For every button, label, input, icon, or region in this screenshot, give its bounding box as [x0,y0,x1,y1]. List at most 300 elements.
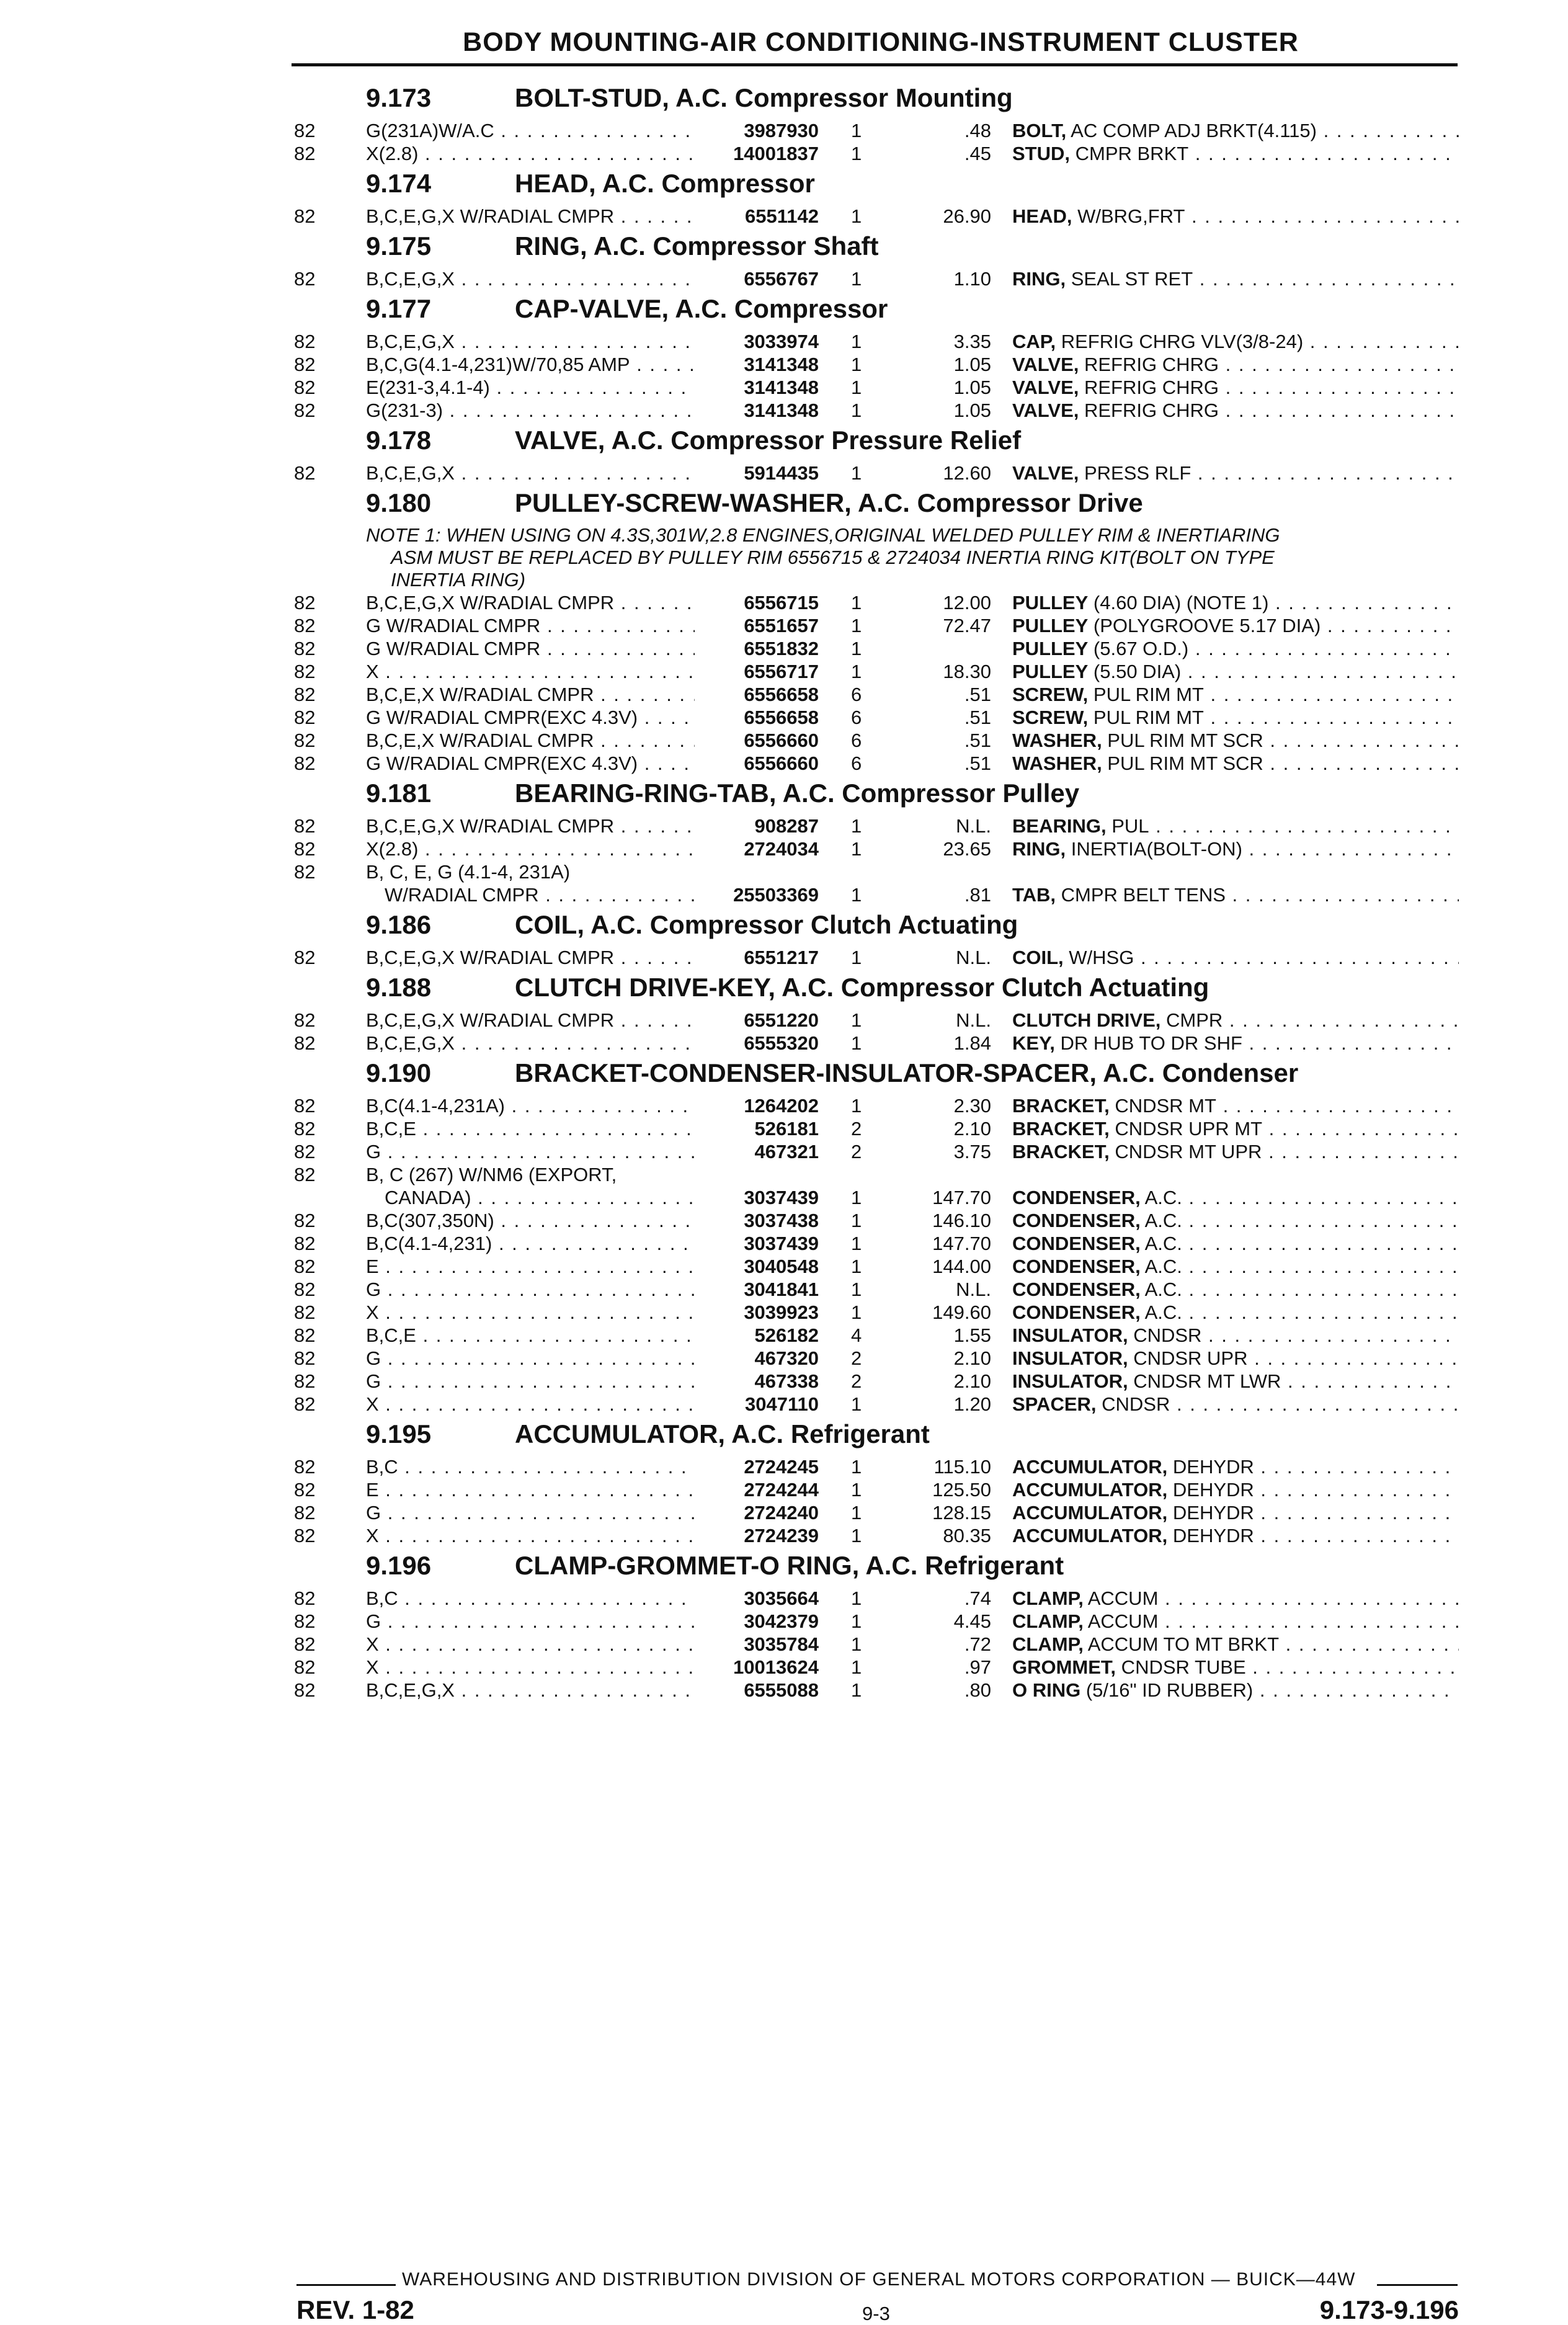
part-row [0,1679,1568,1702]
part-number: 467338 [754,1370,819,1392]
quantity: 6 [851,752,862,774]
part-number: 3141348 [744,399,819,421]
part-name: BEARING, [1012,815,1107,837]
part-number: 25503369 [733,884,819,906]
quantity: 2 [851,1141,862,1162]
part-number: 6556715 [744,592,819,614]
part-detail: CNDSR MT LWR [1128,1370,1281,1392]
quantity: 1 [851,1009,862,1031]
part-name: CAP, [1012,331,1056,352]
model-year: 82 [294,1347,316,1369]
model-year: 82 [294,684,316,705]
price: .74 [964,1587,991,1609]
application: B,C,E,G,X . . . [366,1032,695,1055]
part-description [1012,883,1459,906]
application: B,C . . . [366,1455,695,1478]
model-year: 82 [294,615,316,636]
part-description [1012,1301,1459,1324]
section-heading [0,83,1568,119]
part-row [0,683,1568,706]
footer-rule-right [1377,2284,1458,2286]
price: N.L. [956,947,991,968]
part-row [0,860,1568,883]
quantity: 2 [851,1118,862,1140]
model-year: 82 [294,1656,316,1678]
section-number: 9.175 [366,231,432,261]
quantity: 1 [851,1456,862,1478]
part-row [0,1478,1568,1501]
model-year: 82 [294,661,316,682]
model-year: 82 [294,1279,316,1300]
quantity: 1 [851,331,862,352]
quantity: 6 [851,684,862,705]
section-number: 9.188 [366,973,432,1002]
part-name: ACCUMULATOR, [1012,1456,1168,1478]
part-description [1012,837,1459,860]
price: 1.55 [953,1324,991,1346]
part-description [1012,205,1459,228]
application: G . . . [366,1370,695,1393]
application: G(231-3) . . . [366,399,695,422]
part-description [1012,752,1459,775]
part-detail: (4.60 DIA) (NOTE 1) [1088,592,1269,614]
part-description [1012,1656,1459,1679]
part-row [0,1209,1568,1232]
part-number: 2724239 [744,1525,819,1546]
part-detail: CNDSR [1096,1393,1170,1415]
model-year: 82 [294,1525,316,1546]
footer-division: WAREHOUSING AND DISTRIBUTION DIVISION OF GENERAL MOTORS CORPORATION — BUICK—44W [402,2269,1356,2290]
quantity: 1 [851,1210,862,1231]
section-number: 9.181 [366,779,432,808]
part-number: 2724244 [744,1479,819,1501]
section-title: CLUTCH DRIVE-KEY, A.C. Compressor Clutch Actuating [515,973,1209,1002]
part-detail: A.C. [1140,1301,1182,1323]
application: B,C,E,X W/RADIAL CMPR . . . [366,683,695,706]
part-name: PULLEY [1012,592,1089,614]
application: X . . . [366,1656,695,1679]
footer-rule-left [296,2284,396,2286]
price: 3.35 [953,331,991,352]
section-heading [0,973,1568,1009]
application: B,C,E,G,X . . . [366,267,695,290]
part-name: ACCUMULATOR, [1012,1479,1168,1501]
part-number: 6556658 [744,684,819,705]
quantity: 1 [851,838,862,860]
part-description [1012,1140,1459,1163]
price: 3.75 [953,1141,991,1162]
part-name: CONDENSER, [1012,1233,1141,1254]
application: X . . . [366,1393,695,1416]
part-row [0,376,1568,399]
part-description [1012,119,1459,142]
application: B,C,E . . . [366,1324,695,1347]
part-name: ACCUMULATOR, [1012,1502,1168,1524]
quantity: 1 [851,1525,862,1546]
section-range: 9.173-9.196 [1319,2295,1459,2324]
section-heading [0,910,1568,946]
model-year: 82 [294,947,316,968]
part-row [0,1501,1568,1524]
price: 115.10 [933,1456,991,1478]
part-description [1012,1393,1459,1416]
part-row [0,1370,1568,1393]
price: 12.60 [943,462,991,484]
section-title: BOLT-STUD, A.C. Compressor Mounting [515,83,1013,112]
quantity: 1 [851,1279,862,1300]
part-detail: (POLYGROOVE 5.17 DIA) [1088,615,1321,636]
model-year: 82 [294,838,316,860]
model-year: 82 [294,1032,316,1054]
section-title: BEARING-RING-TAB, A.C. Compressor Pulley [515,779,1080,808]
model-year: 82 [294,1210,316,1231]
part-name: TAB, [1012,884,1056,906]
part-row [0,883,1568,906]
quantity: 1 [851,1679,862,1701]
model-year: 82 [294,752,316,774]
application: X . . . [366,1301,695,1324]
section-heading [0,426,1568,462]
quantity: 2 [851,1370,862,1392]
model-year: 82 [294,1324,316,1346]
model-year: 82 [294,120,316,141]
part-number: 1264202 [744,1095,819,1117]
model-year: 82 [294,1141,316,1162]
part-name: RING, [1012,838,1066,860]
price: .51 [964,684,991,705]
part-name: CONDENSER, [1012,1279,1141,1300]
part-number: 2724240 [744,1502,819,1524]
part-detail: PRESS RLF [1079,462,1192,484]
quantity: 1 [851,1301,862,1323]
part-row [0,1393,1568,1416]
application: G W/RADIAL CMPR(EXC 4.3V) . . . [366,752,695,775]
model-year: 82 [294,399,316,421]
application: CANADA) . . . [385,1186,695,1209]
part-detail: W/HSG [1063,947,1134,968]
part-name: O RING [1012,1679,1081,1701]
quantity: 1 [851,143,862,164]
part-description [1012,1232,1459,1255]
application: B,C . . . [366,1587,695,1610]
part-description [1012,142,1459,165]
part-name: CONDENSER, [1012,1210,1141,1231]
section-number: 9.178 [366,426,432,455]
part-number: 6551657 [744,615,819,636]
model-year: 82 [294,815,316,837]
page-title: BODY MOUNTING-AIR CONDITIONING-INSTRUMENT CLUSTER [463,27,1299,57]
price: 147.70 [932,1233,991,1254]
part-row [0,1633,1568,1656]
model-year: 82 [294,205,316,227]
part-number: 3040548 [744,1256,819,1277]
price: 23.65 [943,838,991,860]
part-name: INSULATOR, [1012,1370,1128,1392]
part-detail: DEHYDR [1167,1456,1254,1478]
model-year: 82 [294,1370,316,1392]
model-year: 82 [294,861,316,883]
part-name: COIL, [1012,947,1064,968]
section-title: VALVE, A.C. Compressor Pressure Relief [515,426,1022,455]
quantity: 1 [851,1095,862,1117]
price: 1.05 [953,377,991,398]
part-number: 908287 [754,815,819,837]
model-year: 82 [294,1009,316,1031]
model-year: 82 [294,1456,316,1478]
part-number: 3035784 [744,1633,819,1655]
part-number: 3037439 [744,1187,819,1208]
model-year: 82 [294,1118,316,1140]
part-description [1012,1455,1459,1478]
application: B,C,E,G,X W/RADIAL CMPR . . . [366,591,695,614]
part-row [0,1163,1568,1186]
part-name: SPACER, [1012,1393,1097,1415]
model-year: 82 [294,592,316,614]
section-title: BRACKET-CONDENSER-INSULATOR-SPACER, A.C. Condenser [515,1058,1299,1087]
application: G . . . [366,1278,695,1301]
part-number: 467321 [754,1141,819,1162]
part-number: 3035664 [744,1587,819,1609]
section-note-line: NOTE 1: WHEN USING ON 4.3S,301W,2.8 ENGINES,ORIGINAL WELDED PULLEY RIM & INERTIARING [366,524,1280,546]
part-name: INSULATOR, [1012,1347,1128,1369]
application: G W/RADIAL CMPR . . . [366,637,695,660]
part-number: 467320 [754,1347,819,1369]
part-number: 3041841 [744,1279,819,1300]
model-year: 82 [294,1256,316,1277]
quantity: 1 [851,592,862,614]
part-detail: REFRIG CHRG [1079,399,1219,421]
section-title: RING, A.C. Compressor Shaft [515,231,879,261]
part-row [0,399,1568,422]
price: N.L. [956,1009,991,1031]
part-name: BRACKET, [1012,1095,1110,1117]
quantity: 1 [851,1187,862,1208]
part-description [1012,1370,1459,1393]
part-number: 6555088 [744,1679,819,1701]
price: .72 [964,1633,991,1655]
quantity: 1 [851,884,862,906]
part-row [0,946,1568,969]
price: .45 [964,143,991,164]
part-description [1012,637,1459,660]
part-name: VALVE, [1012,399,1079,421]
application: G(231A)W/A.C . . . [366,119,695,142]
application: G . . . [366,1140,695,1163]
application: E(231-3,4.1-4) . . . [366,376,695,399]
price: 149.60 [932,1301,991,1323]
price: 2.10 [953,1118,991,1140]
part-name: GROMMET, [1012,1656,1116,1678]
quantity: 1 [851,377,862,398]
section-number: 9.180 [366,488,432,517]
part-name: VALVE, [1012,377,1079,398]
part-number: 6551217 [744,947,819,968]
part-description [1012,683,1459,706]
part-detail: PUL [1106,815,1149,837]
part-number: 6556767 [744,268,819,290]
application: B,C(307,350N) . . . [366,1209,695,1232]
part-row [0,205,1568,228]
part-row [0,729,1568,752]
quantity: 1 [851,1393,862,1415]
application: X(2.8) . . . [366,142,695,165]
part-row [0,1278,1568,1301]
section-number: 9.196 [366,1551,432,1580]
application: X(2.8) . . . [366,837,695,860]
price: .51 [964,730,991,751]
price: .80 [964,1679,991,1701]
revision-label: REV. 1-82 [296,2295,414,2324]
model-year: 82 [294,331,316,352]
section-title: CLAMP-GROMMET-O RING, A.C. Refrigerant [515,1551,1064,1580]
part-description [1012,1587,1459,1610]
model-year: 82 [294,730,316,751]
part-detail: REFRIG CHRG [1079,377,1219,398]
part-detail: CMPR [1160,1009,1223,1031]
part-row [0,660,1568,683]
part-number: 526181 [754,1118,819,1140]
part-description [1012,267,1459,290]
application: E . . . [366,1478,695,1501]
part-detail: SEAL ST RET [1066,268,1193,290]
price: N.L. [956,1279,991,1300]
part-description [1012,462,1459,484]
application: X . . . [366,660,695,683]
part-detail: DEHYDR [1167,1479,1254,1501]
price: .81 [964,884,991,906]
application: B, C (267) W/NM6 (EXPORT, [366,1164,617,1185]
application: G W/RADIAL CMPR . . . [366,614,695,637]
part-name: PULLEY [1012,661,1089,682]
part-detail: CNDSR UPR [1128,1347,1248,1369]
section-heading [0,231,1568,267]
part-detail: DEHYDR [1167,1525,1254,1546]
part-row [0,1117,1568,1140]
price: .97 [964,1656,991,1678]
application: X . . . [366,1633,695,1656]
part-row [0,1301,1568,1324]
part-name: WASHER, [1012,752,1102,774]
part-detail: CMPR BRKT [1070,143,1189,164]
section-heading [0,488,1568,524]
part-description [1012,399,1459,422]
part-description [1012,1347,1459,1370]
quantity: 1 [851,1233,862,1254]
part-number: 3047110 [745,1393,819,1415]
model-year: 82 [294,1393,316,1415]
part-number: 2724245 [744,1456,819,1478]
model-year: 82 [294,143,316,164]
part-number: 6556658 [744,707,819,728]
application: B,C,E . . . [366,1117,695,1140]
section-number: 9.186 [366,910,432,939]
part-detail: W/BRG,FRT [1072,205,1185,227]
section-heading [0,294,1568,330]
part-row [0,119,1568,142]
part-number: 3037438 [744,1210,819,1231]
model-year: 82 [294,1679,316,1701]
part-row [0,1610,1568,1633]
model-year: 82 [294,1233,316,1254]
part-description [1012,1478,1459,1501]
part-detail: REFRIG CHRG VLV(3/8-24) [1056,331,1304,352]
part-detail: CMPR BELT TENS [1056,884,1226,906]
title-rule [292,63,1458,66]
application: B, C, E, G (4.1-4, 231A) [366,861,571,883]
part-description [1012,1524,1459,1547]
part-description [1012,729,1459,752]
section-note-line: ASM MUST BE REPLACED BY PULLEY RIM 6556715 & 2724034 INERTIA RING KIT(BOLT ON TYPE [391,547,1275,568]
model-year: 82 [294,1301,316,1323]
part-description [1012,591,1459,614]
part-row [0,1032,1568,1055]
section-number: 9.190 [366,1058,432,1087]
part-number: 3037439 [744,1233,819,1254]
price: 80.35 [943,1525,991,1546]
part-description [1012,1610,1459,1633]
quantity: 1 [851,462,862,484]
model-year: 82 [294,377,316,398]
part-detail: DEHYDR [1167,1502,1254,1524]
quantity: 4 [851,1324,862,1346]
part-row [0,1455,1568,1478]
model-year: 82 [294,1164,316,1185]
part-number: 6556660 [744,752,819,774]
part-description [1012,1186,1459,1209]
part-name: CONDENSER, [1012,1256,1141,1277]
part-number: 526182 [754,1324,819,1346]
part-number: 3042379 [744,1610,819,1632]
part-detail: DR HUB TO DR SHF [1054,1032,1242,1054]
part-description [1012,330,1459,353]
part-number: 3141348 [744,377,819,398]
section-heading [0,1551,1568,1587]
part-detail: A.C. [1140,1279,1182,1300]
part-description [1012,376,1459,399]
application: G W/RADIAL CMPR(EXC 4.3V) . . . [366,706,695,729]
price: 4.45 [953,1610,991,1632]
part-name: WASHER, [1012,730,1102,751]
part-row [0,267,1568,290]
model-year: 82 [294,1610,316,1632]
section-note-line: INERTIA RING) [391,569,526,591]
model-year: 82 [294,1633,316,1655]
part-detail: A.C. [1140,1210,1182,1231]
price: 72.47 [943,615,991,636]
part-row [0,1186,1568,1209]
price: 146.10 [932,1210,991,1231]
part-name: STUD, [1012,143,1070,164]
part-row [0,752,1568,775]
price: .51 [964,707,991,728]
price: 1.05 [953,354,991,375]
price: 2.10 [953,1370,991,1392]
model-year: 82 [294,462,316,484]
part-name: BOLT, [1012,120,1067,141]
part-description [1012,946,1459,969]
quantity: 1 [851,615,862,636]
section-heading [0,1419,1568,1455]
part-name: CLAMP, [1012,1633,1084,1655]
model-year: 82 [294,268,316,290]
section-number: 9.174 [366,169,432,198]
part-detail: CNDSR MT UPR [1109,1141,1262,1162]
price: 1.10 [953,268,991,290]
part-description [1012,1009,1459,1032]
quantity: 1 [851,1633,862,1655]
quantity: 1 [851,1256,862,1277]
application: B,C,E,G,X W/RADIAL CMPR . . . [366,814,695,837]
